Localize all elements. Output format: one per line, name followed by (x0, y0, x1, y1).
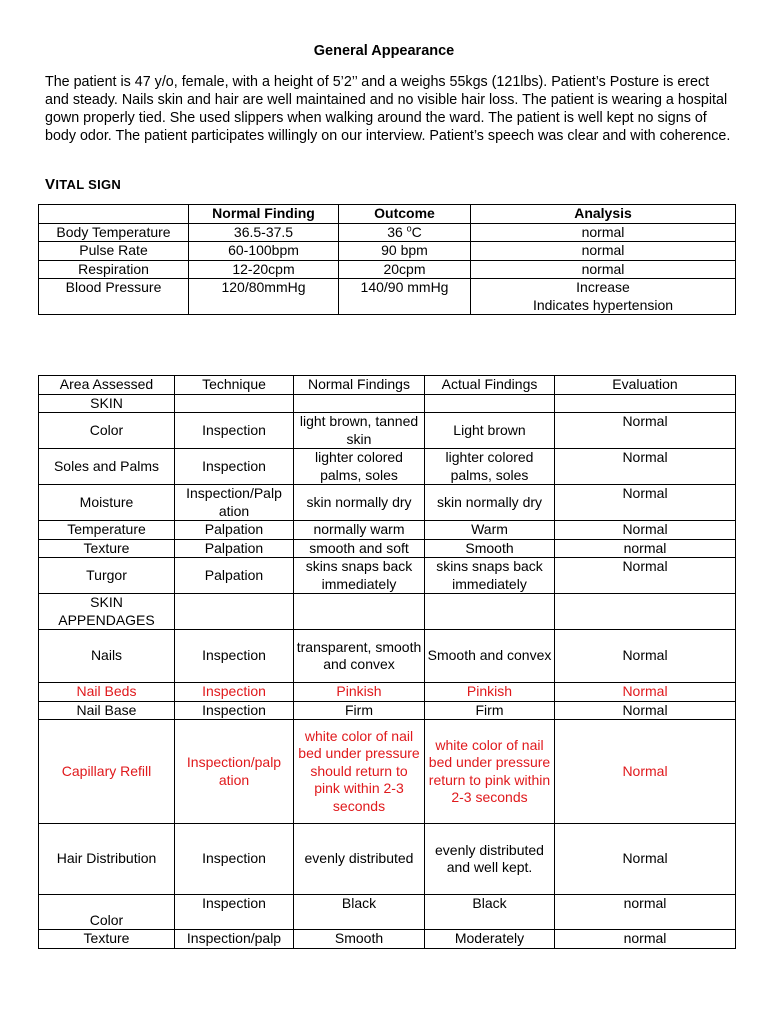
assessment-table (38, 375, 736, 949)
technique-cell: Inspection (175, 824, 294, 895)
table-row (39, 594, 736, 630)
actual-cell: Firm (425, 701, 555, 720)
actual-cell: skins snaps back immediately (425, 558, 555, 594)
table-row (39, 558, 736, 594)
technique-cell: Inspection/palp (175, 930, 294, 949)
table-row (39, 279, 736, 315)
vital-outcome: 90 bpm (339, 242, 471, 261)
table-row-highlighted (39, 720, 736, 824)
page-title: General Appearance (313, 43, 455, 59)
table-row (39, 449, 736, 485)
normal-cell: smooth and soft (294, 539, 425, 558)
normal-cell: Smooth (294, 930, 425, 949)
header-cell: Analysis (471, 205, 736, 224)
table-row (39, 701, 736, 720)
table-row (39, 895, 736, 930)
technique-cell (175, 594, 294, 630)
area-cell: Soles and Palms (39, 449, 175, 485)
normal-cell: white color of nail bed under pressure should return to pink within 2-3 seconds (294, 720, 425, 824)
area-cell: Texture (39, 930, 175, 949)
analysis-line-1: Increase (576, 279, 630, 295)
vital-name: Respiration (39, 260, 189, 279)
normal-cell: Pinkish (294, 683, 425, 702)
vital-analysis: normal (471, 242, 736, 261)
vital-heading-rest: ITAL SIGN (55, 177, 122, 192)
header-cell: Actual Findings (425, 376, 555, 395)
actual-cell: Black (425, 895, 555, 930)
actual-cell: Moderately (425, 930, 555, 949)
area-cell: Hair Distribution (39, 824, 175, 895)
eval-cell (555, 394, 736, 413)
table-row (39, 485, 736, 521)
table-row (39, 630, 736, 683)
actual-cell: Pinkish (425, 683, 555, 702)
eval-cell: Normal (555, 630, 736, 683)
technique-cell: Inspection (175, 630, 294, 683)
actual-cell: Smooth (425, 539, 555, 558)
area-cell: Nail Beds (39, 683, 175, 702)
eval-cell: Normal (555, 720, 736, 824)
area-cell: Nails (39, 630, 175, 683)
area-cell: Moisture (39, 485, 175, 521)
technique-cell: Inspection (175, 449, 294, 485)
normal-cell: Firm (294, 701, 425, 720)
header-cell: Evaluation (555, 376, 736, 395)
normal-cell: Black (294, 895, 425, 930)
vital-analysis: normal (471, 260, 736, 279)
general-appearance-paragraph: The patient is 47 y/o, female, with a height of 5’2’’ and a weighs 55kgs (121lbs). Patient’s Posture is erect and steady. Nails skin and hair are well maintained and no visible hair loss. The patient is wearing a hospital gown properly tied. She used slippers when walking around the ward. The patient is well kept no signs of body odor. The patient participates willingly on our interview. Patient’s speech was clear and with coherence. (45, 74, 731, 144)
area-cell: Turgor (39, 558, 175, 594)
normal-cell: skins snaps back immediately (294, 558, 425, 594)
area-cell: Texture (39, 539, 175, 558)
actual-cell (425, 394, 555, 413)
actual-cell: evenly distributed and well kept. (425, 824, 555, 895)
vital-signs-table (38, 204, 736, 315)
actual-cell: Warm (425, 521, 555, 540)
vital-outcome: 20cpm (339, 260, 471, 279)
eval-cell: Normal (555, 683, 736, 702)
eval-cell: normal (555, 539, 736, 558)
table-row (39, 242, 736, 261)
normal-cell (294, 394, 425, 413)
vital-heading-initial: V (45, 176, 56, 193)
header-cell: Normal Findings (294, 376, 425, 395)
actual-cell (425, 594, 555, 630)
eval-cell (555, 594, 736, 630)
vital-analysis (471, 279, 736, 315)
vital-normal: 36.5-37.5 (189, 223, 339, 242)
table-row-highlighted (39, 683, 736, 702)
vital-sign-heading (45, 176, 121, 193)
vital-name: Pulse Rate (39, 242, 189, 261)
eval-cell: Normal (555, 701, 736, 720)
technique-cell: Inspection/palp ation (175, 720, 294, 824)
table-row (39, 260, 736, 279)
table-row (39, 394, 736, 413)
eval-cell: normal (555, 895, 736, 930)
table-row (39, 413, 736, 449)
vital-name: Blood Pressure (39, 279, 189, 315)
analysis-line-2: Indicates hypertension (532, 296, 674, 313)
area-cell: Color (39, 413, 175, 449)
header-cell: Normal Finding (189, 205, 339, 224)
actual-cell: white color of nail bed under pressure return to pink within 2-3 seconds (425, 720, 555, 824)
header-cell: Technique (175, 376, 294, 395)
technique-cell: Inspection (175, 895, 294, 930)
normal-cell: transparent, smooth and convex (294, 630, 425, 683)
actual-cell: skin normally dry (425, 485, 555, 521)
vital-outcome: 140/90 mmHg (339, 279, 471, 315)
area-cell: Temperature (39, 521, 175, 540)
technique-cell: Inspection (175, 413, 294, 449)
technique-cell: Palpation (175, 521, 294, 540)
header-cell: Outcome (339, 205, 471, 224)
table-row (39, 521, 736, 540)
area-cell: Nail Base (39, 701, 175, 720)
technique-cell: Inspection/Palp ation (175, 485, 294, 521)
eval-cell: Normal (555, 824, 736, 895)
actual-cell: Light brown (425, 413, 555, 449)
eval-cell: Normal (555, 413, 736, 449)
table-header-row (39, 376, 736, 395)
header-cell (39, 205, 189, 224)
outcome-unit: C (411, 223, 422, 240)
eval-cell: Normal (555, 558, 736, 594)
normal-cell: light brown, tanned skin (294, 413, 425, 449)
vital-name: Body Temperature (39, 223, 189, 242)
actual-cell: lighter colored palms, soles (425, 449, 555, 485)
area-cell: Color (39, 895, 175, 930)
vital-normal: 12-20cpm (189, 260, 339, 279)
technique-cell: Inspection (175, 683, 294, 702)
technique-cell: Palpation (175, 539, 294, 558)
vital-normal: 120/80mmHg (189, 279, 339, 315)
degree-sup: o (406, 222, 412, 233)
area-cell: SKIN APPENDAGES (39, 594, 175, 630)
vital-normal: 60-100bpm (189, 242, 339, 261)
vital-outcome (339, 223, 471, 242)
eval-cell: Normal (555, 449, 736, 485)
technique-cell: Palpation (175, 558, 294, 594)
actual-cell: Smooth and convex (425, 630, 555, 683)
technique-cell: Inspection (175, 701, 294, 720)
area-cell: Capillary Refill (39, 720, 175, 824)
normal-cell: normally warm (294, 521, 425, 540)
eval-cell: normal (555, 930, 736, 949)
vital-analysis: normal (471, 223, 736, 242)
area-cell: SKIN (39, 394, 175, 413)
table-row (39, 223, 736, 242)
normal-cell: lighter colored palms, soles (294, 449, 425, 485)
table-header-row (39, 205, 736, 224)
normal-cell: skin normally dry (294, 485, 425, 521)
eval-cell: Normal (555, 521, 736, 540)
table-row (39, 930, 736, 949)
outcome-value: 36 (387, 223, 407, 240)
header-cell: Area Assessed (39, 376, 175, 395)
normal-cell: evenly distributed (294, 824, 425, 895)
technique-cell (175, 394, 294, 413)
eval-cell: Normal (555, 485, 736, 521)
table-row (39, 539, 736, 558)
table-row (39, 824, 736, 895)
normal-cell (294, 594, 425, 630)
